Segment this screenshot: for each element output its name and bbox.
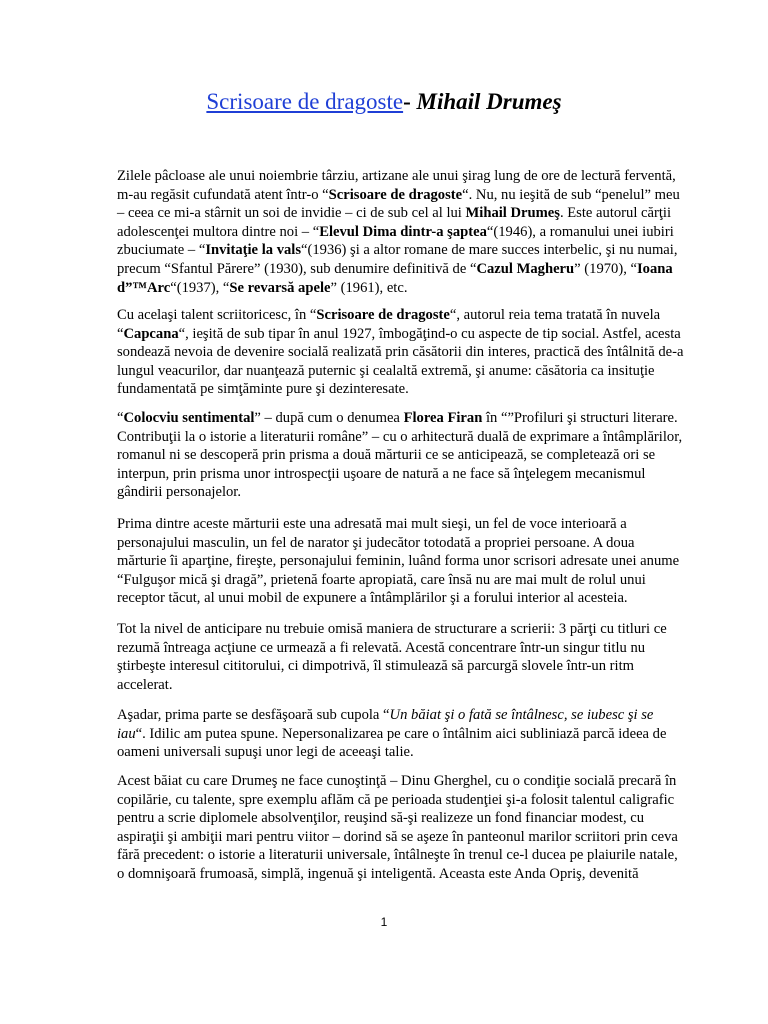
text-line: [117, 620, 667, 639]
title-author: Mihail Drumeş: [416, 89, 562, 114]
paragraph: [117, 167, 680, 297]
text-line: [117, 446, 657, 465]
text-run: romanul ni se descoperă prin prisma a două mărturii ce se anticipează, se completează ori se: [117, 447, 656, 464]
bold-text: Colocviu sentimental: [123, 410, 255, 426]
text-line: [117, 204, 672, 223]
text-run: “, ieşită de sub tipar în anul 1927, îmbogăţind-o cu aspecte de tip social. Astfel, acesta: [178, 325, 681, 342]
text-run: ” (1970), “: [574, 260, 637, 277]
text-run: “: [117, 325, 124, 342]
text-line: [117, 362, 657, 381]
text-line: [117, 279, 657, 298]
bold-text: Cazul Magheru: [476, 260, 575, 277]
text-run: oameni universali supuşi unor legi de aceeaşi talie.: [117, 744, 414, 761]
text-line: [117, 380, 657, 399]
text-line: [117, 428, 683, 447]
text-line: [117, 483, 657, 502]
text-run: “(1936) şi a altor romane de mare succes interbelic, şi nu numai,: [301, 242, 678, 259]
text-run: o domnişoară frumoasă, simplă, ingenuă şi inteligentă. Aceasta este Anda Opriş, devenită: [117, 865, 639, 882]
text-run: “. Nu, nu ieşită de sub “penelul” meu: [462, 186, 680, 203]
text-run: ştirbeşte interesul cititorului, ci dimpotrivă, îl stimulează să parcurgă slovele într-un ritm: [117, 658, 634, 675]
text-run: “Fulguşor mică şi dragă”, prietenă foarte apropiată, care însă nu are mai mult de rolul unui: [117, 571, 646, 588]
text-line: [117, 534, 657, 553]
text-line: [117, 589, 657, 608]
text-line: [117, 552, 680, 571]
title-separator: -: [403, 89, 417, 114]
bold-text: Se revarsă apele: [229, 279, 331, 296]
bold-text: Capcana: [123, 325, 179, 342]
text-line: [117, 791, 675, 810]
text-line: [117, 325, 681, 344]
text-run: “. Idilic am putea spune. Nepersonalizarea pe care o întâlnim aici subliniază parcă ideea de: [135, 725, 667, 742]
text-run: în “”Profiluri şi structuri literare.: [482, 410, 678, 426]
text-line: [117, 571, 657, 590]
bold-text: Elevul Dima dintr-a şaptea: [319, 223, 487, 240]
paragraph: [117, 706, 667, 762]
text-line: [117, 306, 661, 325]
bold-text: Scrisoare de dragoste: [316, 307, 450, 323]
page-number: 1: [380, 915, 388, 929]
bold-text: Mihail Drumeş: [465, 205, 560, 222]
text-run: receptor tăcut, al unui mobil de expunere a întâmplărilor şi a forului interior al acesteia.: [117, 590, 628, 607]
text-line: [117, 706, 657, 725]
text-run: Tot la nivel de anticipare nu trebuie omisă maniera de structurare a scrierii: 3 părţi cu titluri ce: [117, 621, 667, 637]
text-run: sondează nevoia de devenire socială realizată prin căsătorii din interes, practică des întâlnită de-a: [117, 344, 684, 361]
text-run: Acest băiat cu care Drumeş ne face cunoştinţă – Dinu Gherghel, cu o condiţie socială precară în: [117, 773, 677, 789]
text-run: Cu acelaşi talent scriitoricesc, în “: [117, 307, 317, 323]
text-line: [117, 223, 674, 242]
text-run: aspiraţii şi ambiţii mari pentru viitor – dorind să se aşeze în panteonul marilor scriitori prin ceva: [117, 828, 678, 845]
text-run: . Este autorul cărţii: [559, 205, 672, 222]
text-run: Contribuţii la o istorie a literaturii române” – cu o arhitectură duală de exprimare a întâmplărilor,: [117, 428, 683, 445]
text-run: lungul veacurilor, dar nuanţează puternic şi cealaltă extremă, şi anume: căsătoria ca insituţie: [117, 362, 655, 379]
text-run: “: [117, 410, 124, 426]
text-line: [117, 409, 678, 428]
text-run: fundamentată pe simţăminte pure şi dezinteresate.: [117, 381, 409, 398]
text-line: [117, 343, 684, 362]
paragraph: [117, 515, 680, 608]
text-line: [117, 725, 667, 744]
text-line: [117, 772, 677, 791]
text-run: copilărie, cu talente, spre exemplu aflăm că pe perioada studenţiei şi-a folosit talentul caligrafic: [117, 791, 675, 808]
text-run: interpun, prin prisma unor introspecţii uşoare de natură a ne face să înţelegem mecanismul: [117, 465, 646, 482]
italic-text: iau: [117, 725, 136, 742]
text-run: ” (1961), etc.: [330, 279, 408, 296]
bold-text: Scrisoare de dragoste: [328, 186, 463, 203]
text-line: [117, 639, 657, 658]
text-line: [117, 865, 657, 884]
text-run: pentru a scrie diplomele absolvenţilor, reuşind să-şi realizeze un fond financiar modest, cu: [117, 810, 645, 827]
text-run: adolescenţei multora dintre noi – “: [117, 223, 320, 240]
text-run: fără precedent: o istorie a literaturii universale, întâlneşte în trenul ce-l ducea pe plaiurile natale,: [117, 847, 678, 864]
text-run: gândirii personajelor.: [117, 484, 242, 501]
text-line: [117, 657, 657, 676]
text-line: [117, 743, 657, 762]
text-line: [117, 828, 678, 847]
text-line: [117, 846, 678, 865]
document-title: [0, 88, 768, 116]
bold-text: Ioana: [636, 260, 673, 277]
text-run: Zilele pâcloase ale unui noiembrie târziu, artizane ale unui şirag lung de ore de lectură ferventă,: [117, 168, 676, 184]
text-run: – ceea ce mi-a stârnit un soi de invidie – ci de sub cel al lui: [117, 205, 466, 222]
text-run: “, autorul reia tema tratată în nuvela: [449, 307, 661, 323]
bold-text: d”™Arc: [117, 279, 171, 296]
text-line: [117, 241, 678, 260]
text-run: precum “Sfantul Părere” (1930), sub denumire definitivă de “: [117, 260, 477, 277]
text-run: m-au regăsit cufundată atent într-o “: [117, 186, 329, 203]
text-run: “(1937), “: [170, 279, 230, 296]
text-line: [117, 809, 657, 828]
text-run: mărturie îi aparţine, fireşte, personajului feminin, luând forma unor scrisori adresate unei anume: [117, 553, 680, 570]
italic-text: Un băiat şi o fată se întâlnesc, se iubesc şi se: [389, 707, 654, 723]
text-line: [117, 676, 657, 695]
text-run: zbuciumate – “: [117, 242, 206, 259]
text-run: “(1946), a romanului unei iubiri: [486, 223, 674, 240]
text-line: [117, 260, 673, 279]
title-link[interactable]: Scrisoare de dragoste: [206, 89, 404, 114]
paragraph: [117, 772, 678, 884]
text-run: rezumă întreaga acţiune ce urmează a fi relevată. Acestă concentrare într-un singur titlu nu: [117, 639, 646, 656]
text-line: [117, 465, 657, 484]
paragraph: [117, 306, 684, 399]
paragraph: [117, 409, 683, 502]
text-line: [117, 186, 680, 205]
text-run: ” – după cum o denumea: [254, 410, 404, 426]
bold-text: Invitaţie la vals: [205, 242, 302, 259]
text-run: personajului masculin, un fel de narator şi judecător totodată a propriei persoane. A doua: [117, 534, 635, 551]
text-line: [117, 515, 657, 534]
bold-text: Florea Firan: [403, 410, 483, 426]
paragraph: [117, 620, 667, 694]
text-line: [117, 167, 676, 186]
text-run: accelerat.: [117, 676, 173, 693]
text-run: Aşadar, prima parte se desfăşoară sub cupola “: [117, 707, 390, 723]
text-run: Prima dintre aceste mărturii este una adresată mai mult sieşi, un fel de voce interioară a: [117, 516, 627, 532]
